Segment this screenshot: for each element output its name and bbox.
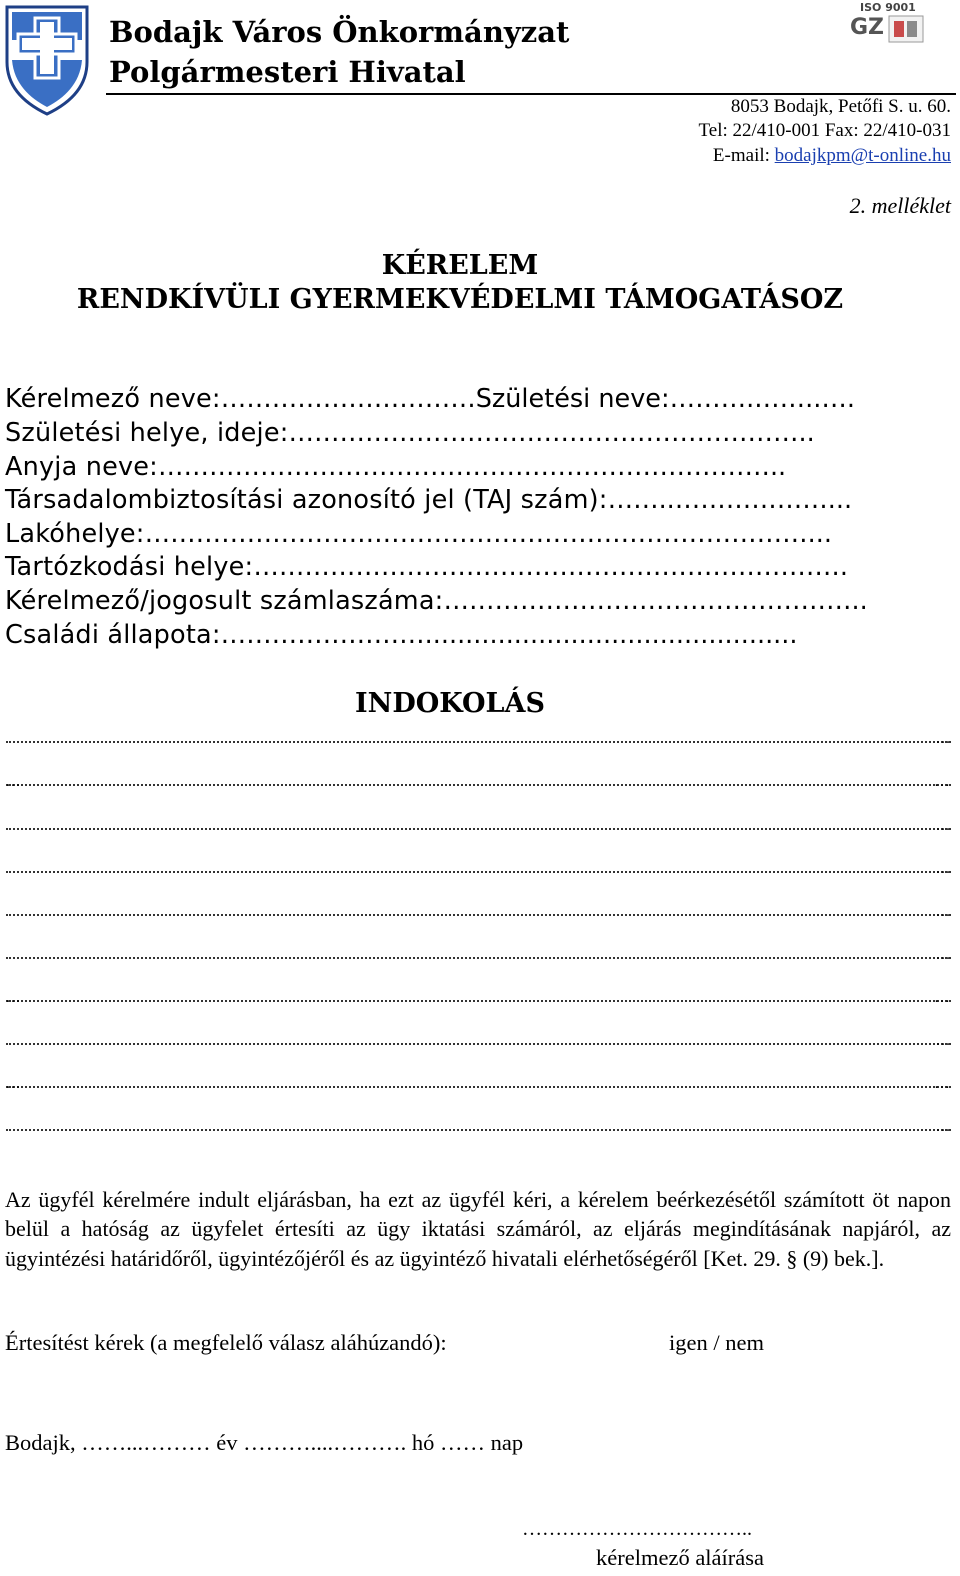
- office-email-line: [713, 146, 951, 165]
- email-link[interactable]: bodajkpm@t-online.hu: [774, 145, 951, 166]
- field-dots: ……………………………………………………………………...: [144, 519, 832, 549]
- line-tail: ...: [936, 730, 951, 747]
- office-address: 8053 Bodajk, Petőfi S. u. 60.: [730, 96, 951, 117]
- field-label: Anyja neve:: [5, 452, 158, 482]
- iso-badge-text: ISO 9001: [860, 1, 916, 14]
- city-crest-logo: [4, 4, 90, 116]
- field-marital-status[interactable]: [5, 620, 798, 650]
- place-date-line[interactable]: Bodajk, ……...……… év ………....………. hó …… nap: [5, 1430, 524, 1455]
- office-phone-fax: Tel: 22/410-001 Fax: 22/410-031: [698, 120, 951, 141]
- justification-line[interactable]: [6, 989, 951, 1006]
- field-dots: ……………………………………………………..: [288, 418, 815, 448]
- iso-certification-logo: [848, 1, 926, 45]
- line-lead: ...: [6, 989, 21, 1006]
- justification-heading: INDOKOLÁS: [355, 688, 545, 719]
- field-birth-place-date[interactable]: [5, 418, 815, 448]
- field-label: Lakóhelye:: [5, 519, 145, 549]
- justification-line[interactable]: [6, 860, 951, 877]
- justification-line[interactable]: [6, 1075, 951, 1092]
- field-dots: ……….……..….: [669, 384, 856, 414]
- field-label: Társadalombiztosítási azonosító jel (TAJ szám):: [5, 485, 608, 515]
- line-lead: ...: [6, 773, 21, 790]
- justification-line[interactable]: [6, 817, 951, 834]
- field-label: Tartózkodási helye:: [5, 552, 254, 582]
- line-tail: …: [934, 773, 951, 790]
- field-residence[interactable]: [5, 519, 832, 549]
- line-tail: ...: [936, 1118, 951, 1135]
- field-taj-number[interactable]: [5, 485, 853, 515]
- line-tail: ...: [936, 1032, 951, 1049]
- field-account-number[interactable]: [5, 586, 868, 616]
- field-label: Kérelmező/jogosult számlaszáma:: [5, 586, 444, 616]
- field-dots: …………………………………………………………….: [253, 552, 848, 582]
- legal-notice-paragraph: [5, 1185, 951, 1273]
- justification-line[interactable]: [6, 946, 951, 963]
- justification-line[interactable]: [6, 1032, 951, 1049]
- office-name-line2: Polgármesteri Hivatal: [109, 55, 466, 89]
- field-label: Kérelmező neve:: [5, 384, 221, 414]
- line-lead: ...: [6, 1075, 21, 1092]
- justification-line[interactable]: [6, 903, 951, 920]
- justification-line[interactable]: [6, 1118, 951, 1135]
- iso-emblem-icon: [888, 15, 924, 43]
- line-tail: ...: [936, 903, 951, 920]
- notification-yes-no-choice[interactable]: igen / nem: [669, 1330, 764, 1355]
- document-subtitle: RENDKÍVÜLI GYERMEKVÉDELMI TÁMOGATÁSOZ: [76, 284, 844, 315]
- iso-logo-text: GZ: [850, 15, 885, 40]
- field-label: Születési helye, ideje:: [5, 418, 289, 448]
- field-dots: ……………………..............................................: [220, 620, 798, 650]
- header-rule: [106, 93, 956, 95]
- signature-line[interactable]: ……………………………..: [522, 1518, 752, 1540]
- field-stay-place[interactable]: [5, 552, 848, 582]
- field-dots: ………………………………………………………………..: [157, 452, 787, 482]
- field-dots: …………………………………………..: [443, 586, 868, 616]
- legal-notice-text: Az ügyfél kérelmére indult eljárásban, ha ezt az ügyfél kéri, a kérelem beérkezésétől számított öt napon belül a hatóság az ügyfelet értesíti az ügy iktatási számáról, az eljárás megindításának napjáról, az ügyintézési határidőről, ügyintézőjéről és az ügyintéző hivatali elérhetőségéről [Ket. 29. § (9) bek.].: [5, 1187, 951, 1271]
- line-tail: …: [934, 989, 951, 1006]
- field-applicant-name[interactable]: [5, 384, 856, 414]
- field-dots: ……..………………...: [607, 485, 853, 515]
- notification-request-label: Értesítést kérek (a megfelelő válasz aláhúzandó):: [5, 1330, 447, 1355]
- annex-label: 2. melléklet: [849, 193, 951, 218]
- line-tail: ...: [936, 860, 951, 877]
- signature-label: kérelmező aláírása: [596, 1545, 765, 1570]
- line-tail: ...: [936, 817, 951, 834]
- line-tail: …: [934, 1075, 951, 1092]
- field-birth-name-label: …………………………Születési neve:: [220, 384, 670, 414]
- line-tail: ...: [936, 946, 951, 963]
- email-label: E-mail:: [712, 145, 775, 166]
- field-label: Családi állapota:: [5, 620, 221, 650]
- document-title: KÉRELEM: [381, 250, 539, 281]
- field-mother-name[interactable]: [5, 452, 787, 482]
- justification-line[interactable]: [6, 773, 951, 790]
- office-name-line1: Bodajk Város Önkormányzat: [109, 15, 570, 49]
- justification-line[interactable]: [6, 730, 951, 747]
